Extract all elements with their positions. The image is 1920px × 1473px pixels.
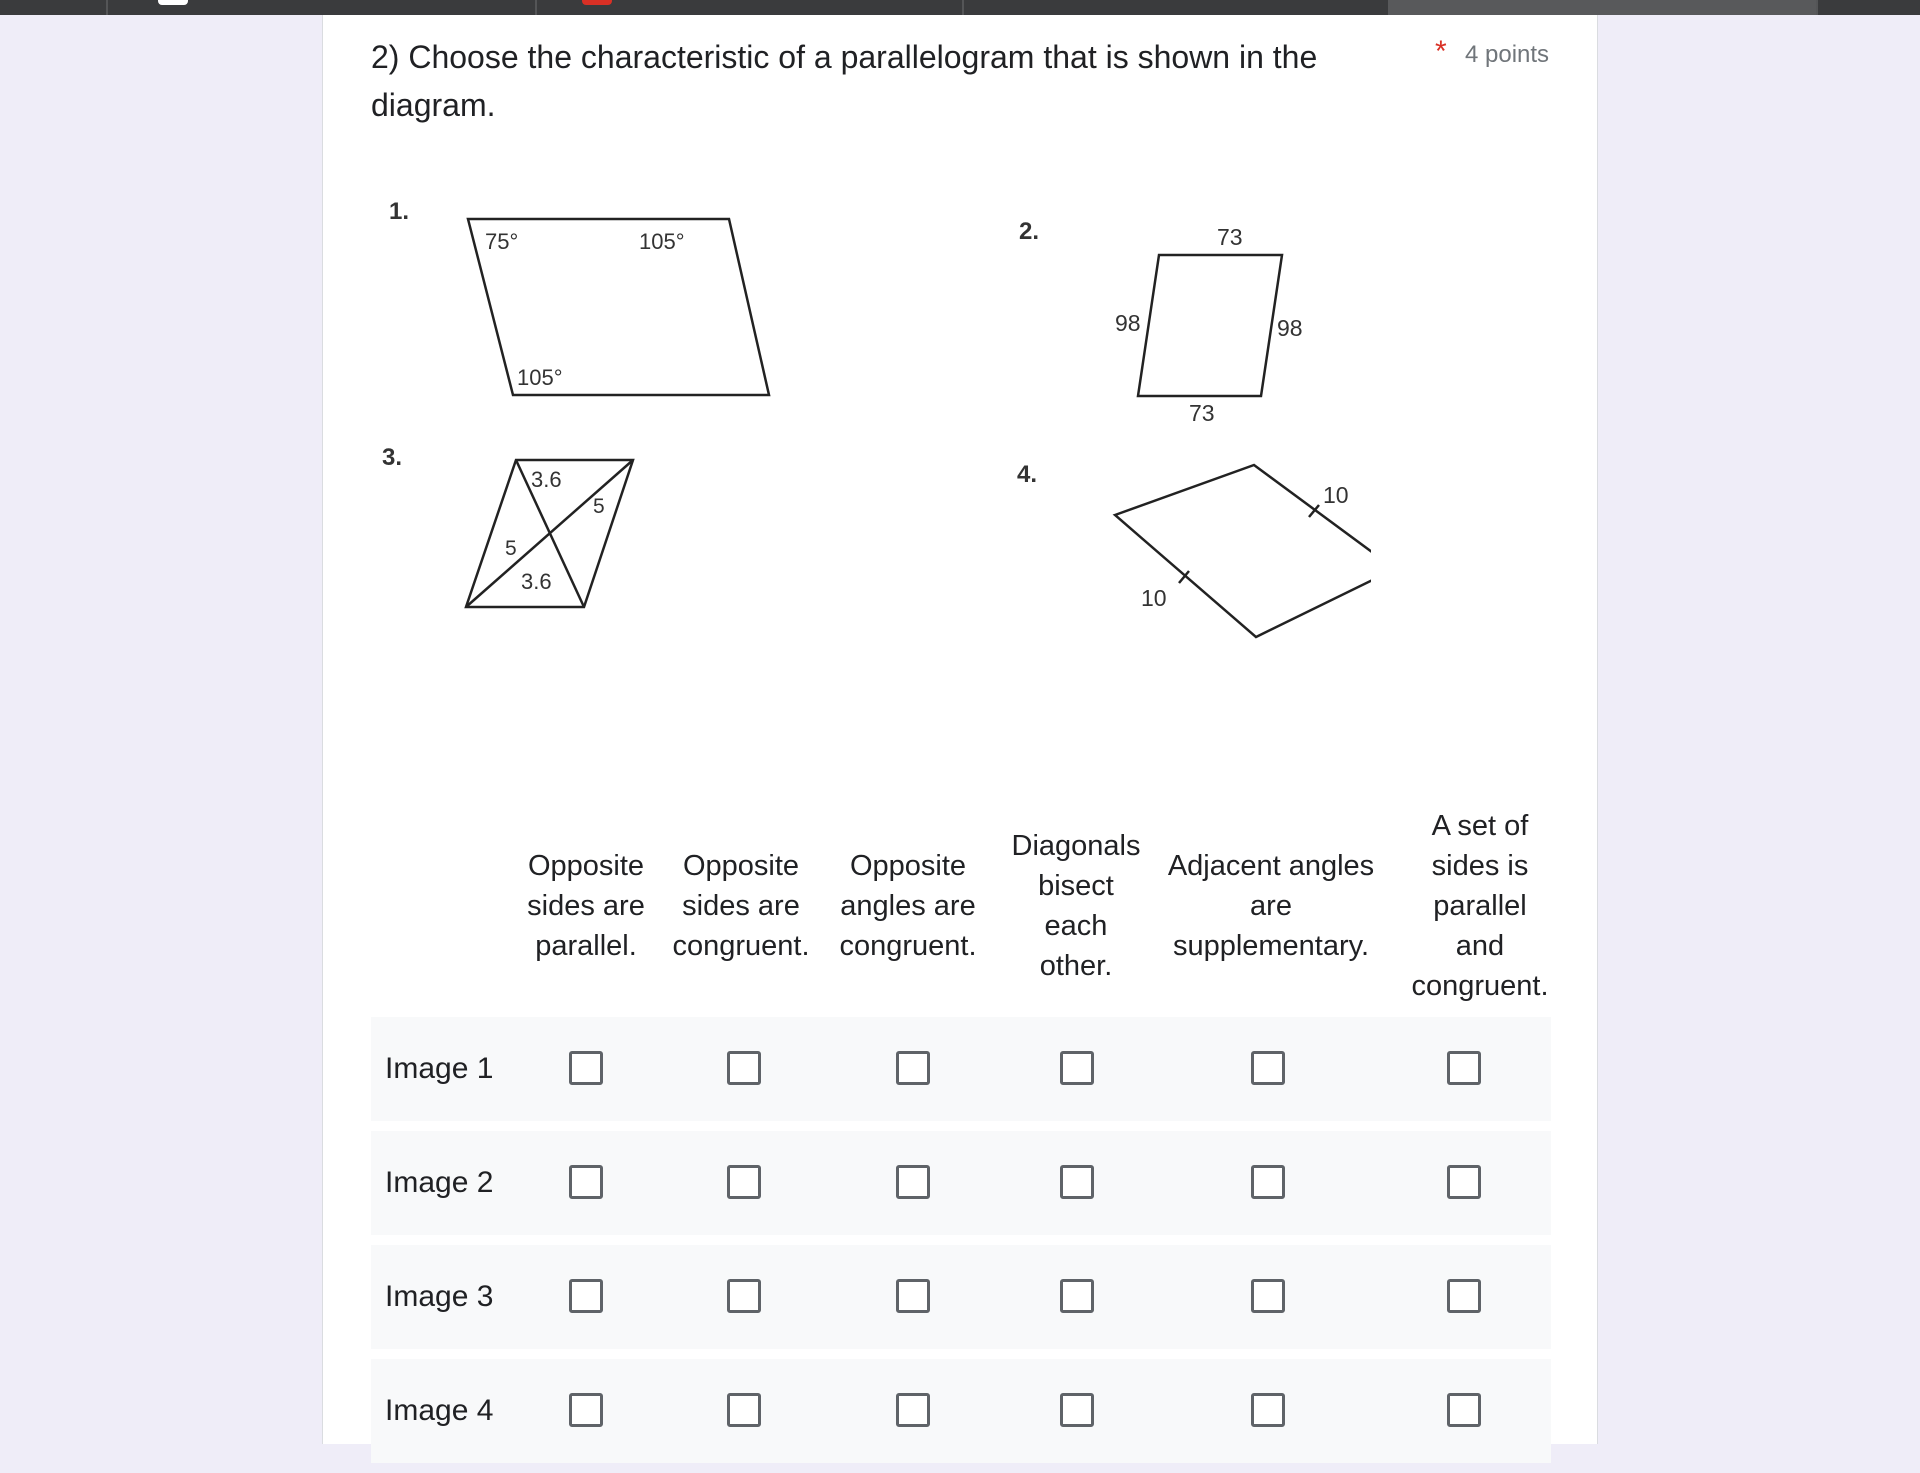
parallelogram-diagram bbox=[371, 185, 1371, 665]
checkbox-image2-col3[interactable] bbox=[896, 1165, 930, 1199]
tab-separator bbox=[535, 0, 537, 15]
figure4-right-label: 10 bbox=[1323, 482, 1349, 508]
required-marker: * bbox=[1435, 35, 1447, 68]
checkbox-image3-col5[interactable] bbox=[1251, 1279, 1285, 1313]
checkbox-image4-col6[interactable] bbox=[1447, 1393, 1481, 1427]
checkbox-image4-col4[interactable] bbox=[1060, 1393, 1094, 1427]
figure1-angle-top-left: 75° bbox=[485, 229, 519, 254]
figure2-left-label: 98 bbox=[1115, 310, 1141, 336]
grid-row bbox=[371, 1017, 1551, 1121]
checkbox-image3-col3[interactable] bbox=[896, 1279, 930, 1313]
checkbox-image1-col4[interactable] bbox=[1060, 1051, 1094, 1085]
column-header: Opposite sides are parallel. bbox=[527, 850, 645, 962]
checkbox-image4-col3[interactable] bbox=[896, 1393, 930, 1427]
checkbox-image1-col5[interactable] bbox=[1251, 1051, 1285, 1085]
checkbox-image1-col6[interactable] bbox=[1447, 1051, 1481, 1085]
row-label: Image 2 bbox=[385, 1166, 494, 1199]
column-header: Adjacent angles are supplementary. bbox=[1167, 850, 1375, 962]
column-header: Diagonals bisect each other. bbox=[1011, 830, 1141, 982]
points-label: 4 points bbox=[1465, 41, 1550, 68]
grid-row bbox=[371, 1131, 1551, 1235]
checkbox-image3-col1[interactable] bbox=[569, 1279, 603, 1313]
figure4-left-label: 10 bbox=[1141, 585, 1167, 611]
column-header: Opposite sides are congruent. bbox=[672, 850, 810, 962]
grid-header bbox=[371, 795, 1551, 1017]
checkbox-image2-col5[interactable] bbox=[1251, 1165, 1285, 1199]
active-tab[interactable] bbox=[1388, 0, 1816, 15]
checkbox-image2-col6[interactable] bbox=[1447, 1165, 1481, 1199]
question-title: 2) Choose the characteristic of a parallelogram that is shown in the diagram. bbox=[371, 39, 1318, 123]
checkbox-image2-col4[interactable] bbox=[1060, 1165, 1094, 1199]
row-label: Image 1 bbox=[385, 1052, 494, 1085]
row-label: Image 4 bbox=[385, 1394, 494, 1427]
question-card bbox=[322, 15, 1598, 1444]
figure2-number: 2. bbox=[1019, 218, 1040, 245]
figure1-angle-top-right: 105° bbox=[639, 229, 685, 254]
grid-row bbox=[371, 1359, 1551, 1463]
tab-separator bbox=[962, 0, 964, 15]
figure2-shape bbox=[1138, 255, 1282, 396]
doc-tab-icon[interactable] bbox=[158, 0, 188, 5]
figure3-lower-segment: 3.6 bbox=[521, 569, 552, 594]
checkbox-grid bbox=[371, 795, 1551, 1473]
row-label: Image 3 bbox=[385, 1280, 494, 1313]
checkbox-image4-col5[interactable] bbox=[1251, 1393, 1285, 1427]
grid-row bbox=[371, 1245, 1551, 1349]
checkbox-image2-col2[interactable] bbox=[727, 1165, 761, 1199]
column-header: A set of sides is parallel and congruent. bbox=[1411, 810, 1549, 1002]
checkbox-image3-col4[interactable] bbox=[1060, 1279, 1094, 1313]
browser-tab-bar bbox=[0, 0, 1920, 15]
figure2-right-label: 98 bbox=[1277, 315, 1303, 341]
figure3-upper-segment: 3.6 bbox=[531, 467, 562, 492]
checkbox-image2-col1[interactable] bbox=[569, 1165, 603, 1199]
figure2-top-label: 73 bbox=[1217, 224, 1243, 250]
figure3-left-segment: 5 bbox=[505, 537, 517, 560]
tab-separator bbox=[106, 0, 108, 15]
figure1-angle-bottom-left: 105° bbox=[517, 365, 563, 390]
checkbox-image1-col2[interactable] bbox=[727, 1051, 761, 1085]
figure3-number: 3. bbox=[382, 444, 403, 471]
checkbox-image4-col2[interactable] bbox=[727, 1393, 761, 1427]
checkbox-image1-col3[interactable] bbox=[896, 1051, 930, 1085]
column-header: Opposite angles are congruent. bbox=[839, 850, 977, 962]
figure4-number: 4. bbox=[1017, 461, 1038, 488]
tab-separator bbox=[1816, 0, 1818, 15]
red-tab-icon[interactable] bbox=[582, 0, 612, 5]
checkbox-image4-col1[interactable] bbox=[569, 1393, 603, 1427]
figure2-bottom-label: 73 bbox=[1189, 400, 1215, 426]
figure3-right-segment: 5 bbox=[593, 495, 605, 518]
checkbox-image3-col6[interactable] bbox=[1447, 1279, 1481, 1313]
checkbox-image1-col1[interactable] bbox=[569, 1051, 603, 1085]
figure1-number: 1. bbox=[389, 198, 410, 225]
checkbox-image3-col2[interactable] bbox=[727, 1279, 761, 1313]
